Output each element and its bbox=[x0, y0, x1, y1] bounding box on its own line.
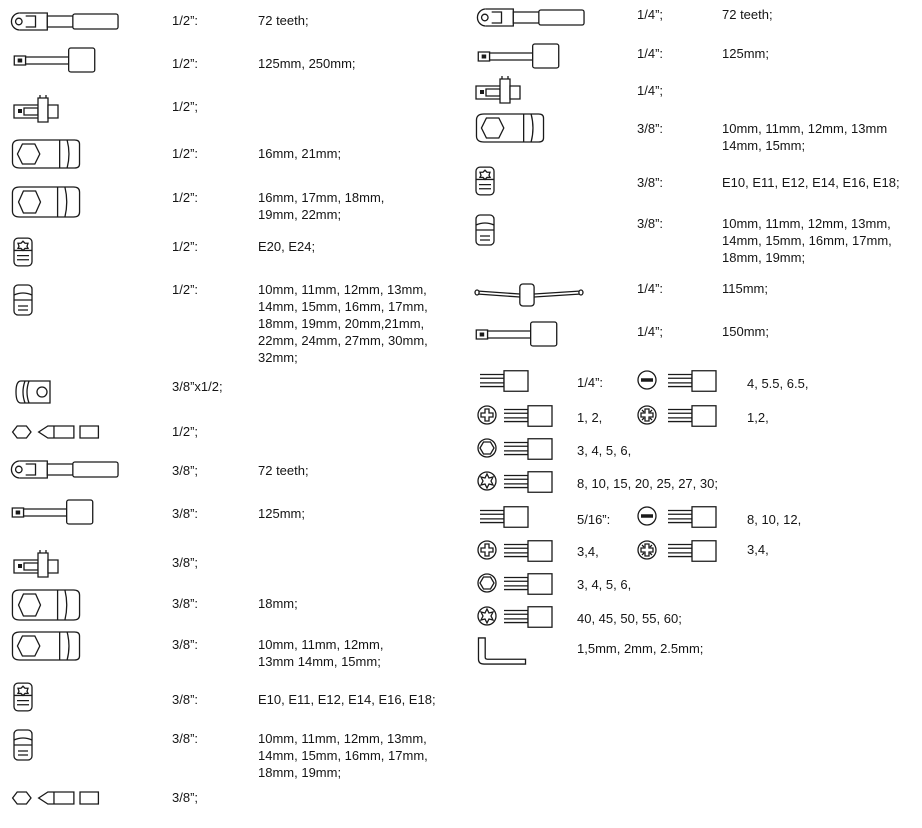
spec-text: 4, 5.5, 6.5, bbox=[747, 376, 809, 391]
spec-text: E20, E24; bbox=[258, 239, 316, 254]
e-torx-socket-icon bbox=[12, 680, 34, 714]
spec-text: 10mm, 11mm, 12mm, 13mm 14mm, 15mm; bbox=[258, 637, 384, 669]
bit-body-icon bbox=[478, 368, 530, 394]
size-label: 1/4”: bbox=[637, 46, 664, 61]
socket-icon bbox=[12, 727, 34, 763]
universal-joint-icon bbox=[12, 95, 60, 123]
spec-text: 1,2, bbox=[747, 410, 769, 425]
size-label: 3/8”: bbox=[172, 731, 199, 746]
bit-body-icon bbox=[666, 538, 718, 564]
universal-joint-icon bbox=[474, 76, 522, 104]
size-label: 3/8”: bbox=[637, 121, 664, 136]
spec-text: 16mm, 17mm, 18mm, 19mm, 22mm; bbox=[258, 190, 385, 222]
bit-body-icon bbox=[502, 403, 554, 429]
size-label: 1/4”; bbox=[637, 7, 664, 22]
size-label: 1/4”: bbox=[577, 375, 604, 390]
phillips-tip-icon bbox=[476, 539, 498, 561]
spark-plug-socket-icon bbox=[10, 185, 82, 219]
spec-text: 18mm; bbox=[258, 596, 298, 611]
spec-text: 10mm, 11mm, 12mm, 13mm, 14mm, 15mm, 16mm, 17mm, 18mm, 19mm, 20mm,21mm, 22mm, 24mm, 27mm, 30mm, 32mm; bbox=[258, 282, 428, 365]
deep-socket-icon bbox=[10, 630, 82, 662]
size-label: 3/8”: bbox=[172, 506, 199, 521]
ratchet-handle-icon bbox=[474, 6, 586, 30]
size-label: 1/4”: bbox=[637, 281, 664, 296]
spec-text: 3,4, bbox=[577, 544, 599, 559]
pozidriv-tip-icon bbox=[636, 404, 658, 426]
bit-body-icon bbox=[502, 571, 554, 597]
spec-text: 115mm; bbox=[722, 281, 768, 296]
spec-text: 40, 45, 50, 55, 60; bbox=[577, 611, 682, 626]
adapter-icon bbox=[12, 378, 54, 406]
size-label: 1/4”; bbox=[637, 83, 664, 98]
spec-text: 72 teeth; bbox=[258, 463, 309, 478]
spec-text: 3,4, bbox=[747, 542, 769, 557]
extension-bar-icon bbox=[474, 320, 559, 348]
spec-text: 72 teeth; bbox=[722, 7, 773, 22]
ratchet-handle-icon bbox=[8, 458, 120, 482]
bit-holder-icon bbox=[8, 420, 103, 444]
size-label: 1/2”: bbox=[172, 56, 199, 71]
t-bar-icon bbox=[474, 282, 584, 308]
size-label: 3/8”; bbox=[172, 790, 199, 805]
spark-plug-socket-icon bbox=[10, 588, 82, 622]
hex-tip-icon bbox=[476, 572, 498, 594]
spec-text: 3, 4, 5, 6, bbox=[577, 443, 632, 458]
spec-text: 125mm, 250mm; bbox=[258, 56, 356, 71]
extension-bar-icon bbox=[12, 46, 97, 74]
extension-bar-icon bbox=[10, 498, 95, 526]
bit-body-icon bbox=[666, 368, 718, 394]
e-torx-socket-icon bbox=[474, 164, 496, 198]
bit-holder-icon bbox=[8, 786, 103, 810]
bit-body-icon bbox=[478, 504, 530, 530]
hex-tip-icon bbox=[476, 437, 498, 459]
size-label: 1/2”; bbox=[172, 99, 199, 114]
phillips-tip-icon bbox=[476, 404, 498, 426]
bit-body-icon bbox=[666, 403, 718, 429]
size-label: 3/8”: bbox=[637, 216, 664, 231]
spec-text: 1,5mm, 2mm, 2.5mm; bbox=[577, 641, 704, 656]
size-label: 1/2”: bbox=[172, 239, 199, 254]
flat-tip-icon bbox=[636, 369, 658, 391]
spec-text: 10mm, 11mm, 12mm, 13mm 14mm, 15mm; bbox=[722, 121, 888, 153]
spec-text: 150mm; bbox=[722, 324, 769, 339]
size-label: 3/8”: bbox=[637, 175, 664, 190]
bit-body-icon bbox=[502, 538, 554, 564]
e-torx-socket-icon bbox=[12, 235, 34, 269]
bit-body-icon bbox=[666, 504, 718, 530]
socket-icon bbox=[12, 282, 34, 318]
deep-socket-icon bbox=[10, 138, 82, 170]
size-label: 3/8”: bbox=[172, 596, 199, 611]
allen-key-icon bbox=[474, 636, 530, 666]
size-label: 3/8”: bbox=[172, 637, 199, 652]
spec-text: 10mm, 11mm, 12mm, 13mm, 14mm, 15mm, 16mm, 17mm, 18mm, 19mm; bbox=[722, 216, 892, 265]
spec-text: E10, E11, E12, E14, E16, E18; bbox=[722, 175, 900, 190]
pozidriv-tip-icon bbox=[636, 539, 658, 561]
socket-icon bbox=[474, 212, 496, 248]
torx-tip-icon bbox=[476, 605, 498, 627]
size-label: 1/2”: bbox=[172, 190, 199, 205]
spec-text: 16mm, 21mm; bbox=[258, 146, 342, 161]
spec-text: 72 teeth; bbox=[258, 13, 309, 28]
universal-joint-icon bbox=[12, 550, 60, 578]
size-label: 3/8”: bbox=[172, 692, 199, 707]
size-label: 1/2”: bbox=[172, 282, 199, 297]
spec-text: 125mm; bbox=[258, 506, 305, 521]
size-label: 3/8”x1/2; bbox=[172, 379, 223, 394]
size-label: 1/2”; bbox=[172, 424, 199, 439]
extension-bar-icon bbox=[476, 42, 561, 70]
spec-text: 8, 10, 12, bbox=[747, 512, 802, 527]
size-label: 1/2”: bbox=[172, 146, 199, 161]
flat-tip-icon bbox=[636, 505, 658, 527]
size-label: 5/16”: bbox=[577, 512, 611, 527]
spec-text: 10mm, 11mm, 12mm, 13mm, 14mm, 15mm, 16mm, 17mm, 18mm, 19mm; bbox=[258, 731, 428, 780]
deep-socket-icon bbox=[474, 112, 546, 144]
torx-tip-icon bbox=[476, 470, 498, 492]
spec-text: 8, 10, 15, 20, 25, 27, 30; bbox=[577, 476, 718, 491]
spec-text: 125mm; bbox=[722, 46, 769, 61]
spec-text: 3, 4, 5, 6, bbox=[577, 577, 632, 592]
spec-text: E10, E11, E12, E14, E16, E18; bbox=[258, 692, 436, 707]
bit-body-icon bbox=[502, 604, 554, 630]
bit-body-icon bbox=[502, 436, 554, 462]
size-label: 1/2”: bbox=[172, 13, 199, 28]
bit-body-icon bbox=[502, 469, 554, 495]
ratchet-handle-icon bbox=[8, 10, 120, 34]
size-label: 3/8”; bbox=[172, 463, 199, 478]
size-label: 3/8”; bbox=[172, 555, 199, 570]
size-label: 1/4”; bbox=[637, 324, 664, 339]
spec-text: 1, 2, bbox=[577, 410, 603, 425]
